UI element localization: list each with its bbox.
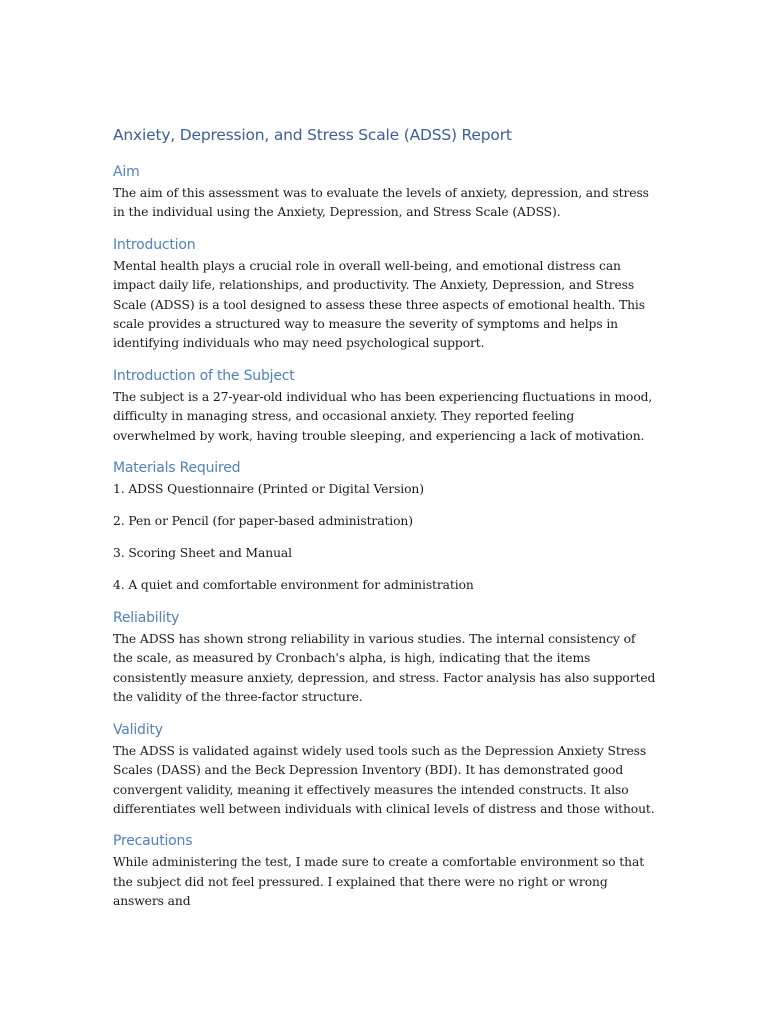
materials-item: 1. ADSS Questionnaire (Printed or Digital Version) [113,482,424,497]
materials-item: 2. Pen or Pencil (for paper-based administration) [113,514,413,529]
reliability-heading: Reliability [113,610,180,627]
materials-item: 4. A quiet and comfortable environment for administration [113,578,474,593]
materials-heading: Materials Required [113,460,241,477]
validity-heading: Validity [113,721,163,738]
introduction-heading: Introduction [113,236,196,253]
materials-item: 3. Scoring Sheet and Manual [113,546,292,561]
precautions-paragraph: While administering the test, I made sure to create a comfortable environment so that the subject did not feel pressured. I explained that there were no right or wrong answers and [113,855,645,909]
subject-paragraph: The subject is a 27-year-old individual who has been experiencing fluctuations in mood, difficulty in managing stress, and occasional anxiety. They reported feeling overwhelmed by work, having trouble sleeping, and experiencing a lack of motivation. [113,389,653,443]
section-aim [113,162,658,223]
subject-heading: Introduction of the Subject [113,367,295,384]
precautions-heading: Precautions [113,833,193,850]
aim-paragraph: The aim of this assessment was to evaluate the levels of anxiety, depression, and stress in the individual using the Anxiety, Depression, and Stress Scale (ADSS). [113,186,649,220]
section-precautions [113,831,658,911]
section-reliability [113,608,658,708]
introduction-paragraph: Mental health plays a crucial role in overall well-being, and emotional distress can impact daily life, relationships, and productivity. The Anxiety, Depression, and Stress Scale (ADSS) is a tool designed to assess these three aspects of emotional health. This scale provides a structured way to measure the severity of symptoms and helps in identifying individuals who may need psychological support. [113,258,645,351]
section-materials [113,458,658,595]
reliability-paragraph: The ADSS has shown strong reliability in various studies. The internal consistency of the scale, as measured by Cronbach's alpha, is high, indicating that the items consistently measure anxiety, depression, and stress. Factor analysis has also supported the validity of the three-factor structure. [113,632,656,705]
section-introduction [113,235,658,354]
section-subject [113,366,658,446]
aim-heading: Aim [113,164,140,180]
section-validity [113,720,658,820]
document-title: Anxiety, Depression, and Stress Scale (ADSS) Report [113,126,512,144]
document-body [113,124,658,924]
validity-paragraph: The ADSS is validated against widely used tools such as the Depression Anxiety Stress Scales (DASS) and the Beck Depression Inventory (BDI). It has demonstrated good convergent validity, meaning it effectively measures the intended constructs. It also differentiates well between individuals with clinical levels of distress and those without. [113,743,655,816]
